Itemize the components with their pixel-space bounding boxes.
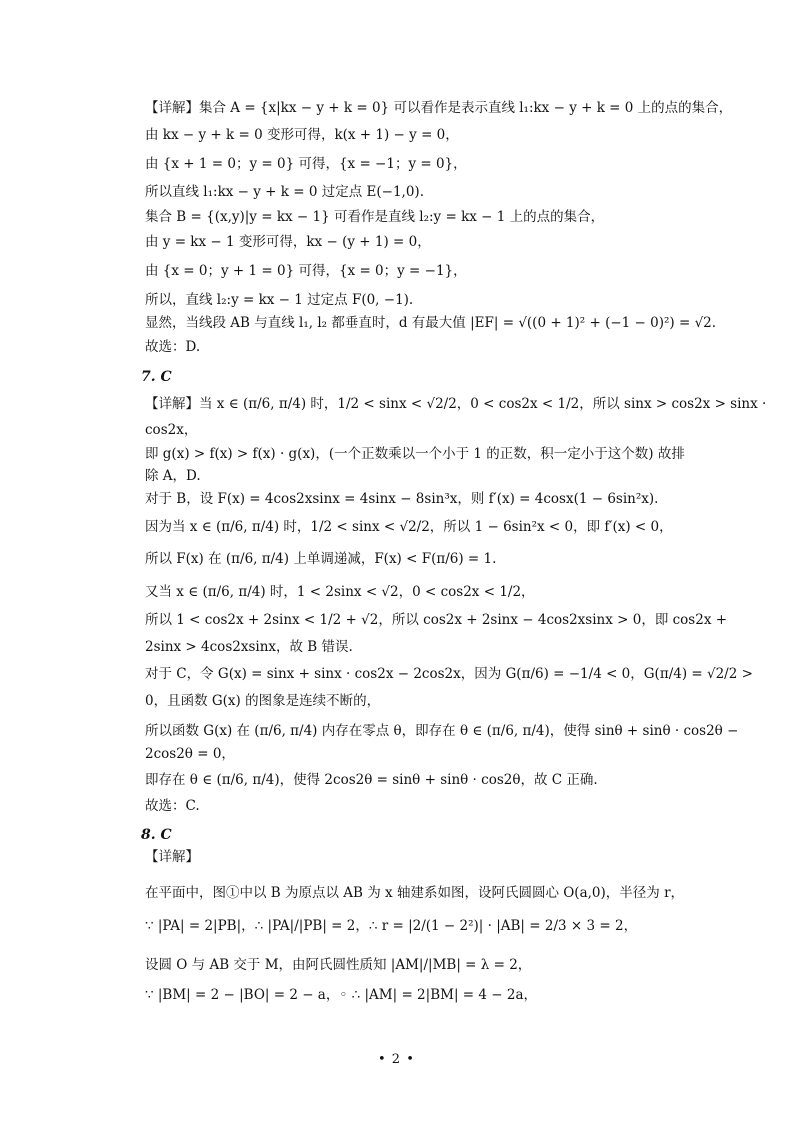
text-line: 0，且函数 G(x) 的图象是连续不断的，: [145, 693, 381, 709]
text-line: 除 A，D.: [145, 468, 201, 484]
page-number: • 2 •: [378, 1052, 415, 1067]
question-number: 8. C: [141, 827, 172, 843]
text-line: 由 kx − y + k = 0 变形可得，k(x + 1) − y = 0，: [145, 127, 459, 143]
text-line: ∵ |BM| = 2 − |BO| = 2 − a，◦ ∴ |AM| = 2|BM| = 4 − 2a，: [145, 987, 538, 1003]
text-line: 所以 1 < cos2x + 2sinx < 1/2 + √2，所以 cos2x + 2sinx − 4cos2xsinx > 0，即 cos2x +: [145, 612, 728, 628]
text-line: 设圆 O 与 AB 交于 M，由阿氏圆性质知 |AM|/|MB| = λ = 2，: [145, 957, 532, 973]
text-line: 集合 B = {(x,y)|y = kx − 1} 可看作是直线 l₂:y = kx − 1 上的点的集合，: [145, 209, 605, 225]
text-line: 所以函数 G(x) 在 (π/6, π/4) 内存在零点 θ，即存在 θ ∈ (π/6, π/4)，使得 sinθ + sinθ · cos2θ −: [145, 723, 739, 739]
text-line: 所以直线 l₁:kx − y + k = 0 过定点 E(−1,0).: [145, 184, 424, 200]
text-line: 所以，直线 l₂:y = kx − 1 过定点 F(0, −1).: [145, 292, 414, 308]
text-line: 由 y = kx − 1 变形可得，kx − (y + 1) = 0，: [145, 234, 431, 250]
text-line: 故选：D.: [145, 339, 201, 355]
text-line: 故选：C.: [145, 798, 200, 814]
text-line: 2sinx > 4cos2xsinx，故 B 错误.: [145, 639, 353, 655]
text-line: ∵ |PA| = 2|PB|，∴ |PA|/|PB| = 2，∴ r = |2/(1 − 2²)| · |AB| = 2/3 × 3 = 2，: [145, 918, 638, 934]
text-line: 对于 B，设 F(x) = 4cos2xsinx = 4sinx − 8sin³x，则 f′(x) = 4cosx(1 − 6sin²x).: [145, 491, 659, 507]
text-line: 显然，当线段 AB 与直线 l₁, l₂ 都垂直时，d 有最大值 |EF| = √((0 + 1)² + (−1 − 0)²) = √2.: [145, 315, 717, 331]
text-line: 【详解】当 x ∈ (π/6, π/4) 时，1/2 < sinx < √2/2，0 < cos2x < 1/2，所以 sinx > cos2x > sinx ·: [145, 396, 767, 412]
text-line: 由 {x + 1 = 0；y = 0} 可得，{x = −1；y = 0}，: [145, 156, 467, 172]
text-line: 对于 C，令 G(x) = sinx + sinx · cos2x − 2cos2x，因为 G(π/6) = −1/4 < 0，G(π/4) = √2/2 >: [145, 666, 753, 682]
text-line: 2cos2θ = 0，: [145, 746, 235, 762]
text-line: 所以 F(x) 在 (π/6, π/4) 上单调递减，F(x) < F(π/6) = 1.: [145, 551, 497, 567]
text-line: 即 g(x) > f(x) > f(x) · g(x)，(一个正数乘以一个小于 1 的正数，积一定小于这个数) 故排: [145, 446, 685, 462]
text-line: 由 {x = 0；y + 1 = 0} 可得，{x = 0；y = −1}，: [145, 263, 467, 279]
question-number: 7. C: [141, 369, 172, 385]
text-line: 【详解】: [145, 849, 199, 865]
text-line: 在平面中，图①中以 B 为原点以 AB 为 x 轴建系如图，设阿氏圆圆心 O(a,0)，半径为 r，: [145, 885, 685, 901]
text-line: cos2x，: [145, 422, 198, 438]
text-line: 即存在 θ ∈ (π/6, π/4)，使得 2cos2θ = sinθ + sinθ · cos2θ，故 C 正确.: [145, 772, 598, 788]
text-line: 【详解】集合 A = {x|kx − y + k = 0} 可以看作是表示直线 l₁:kx − y + k = 0 上的点的集合，: [145, 100, 733, 116]
text-line: 因为当 x ∈ (π/6, π/4) 时，1/2 < sinx < √2/2，所以 1 − 6sin²x < 0，即 f′(x) < 0，: [145, 519, 673, 535]
text-line: 又当 x ∈ (π/6, π/4) 时，1 < 2sinx < √2，0 < cos2x < 1/2，: [145, 584, 535, 600]
